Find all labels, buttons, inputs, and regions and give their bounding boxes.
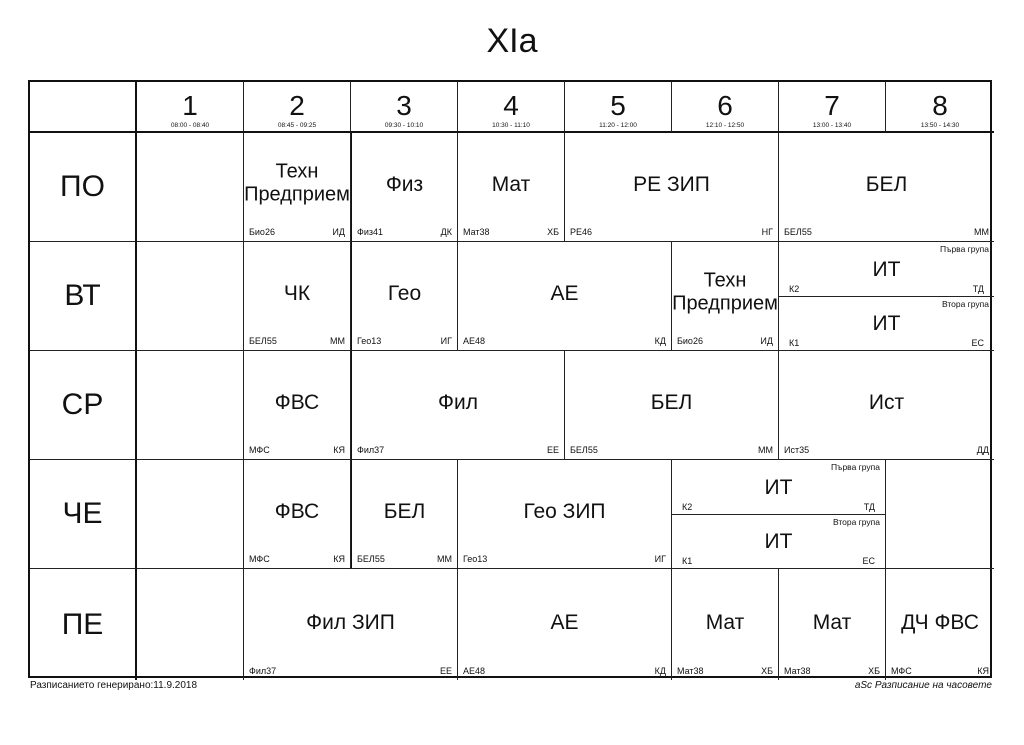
lesson-teacher: КЯ — [333, 445, 345, 455]
lesson-subject: ИТ — [872, 312, 901, 336]
lesson-cell — [779, 351, 994, 460]
lesson-room: МФС — [249, 445, 270, 455]
period-number: 8 — [932, 90, 948, 121]
period-time: 12:10 - 12:50 — [705, 122, 745, 129]
period-time: 13:00 - 13:40 — [812, 122, 852, 129]
lesson-teacher: ЕС — [862, 556, 875, 566]
period-time: 08:45 - 09:25 — [277, 122, 317, 129]
lesson-teacher: НГ — [761, 227, 773, 237]
period-header — [565, 82, 672, 133]
lesson-subject: ДЧ ФВС — [901, 610, 979, 634]
period-time: 09:30 - 10:10 — [384, 122, 424, 129]
lesson-subject: ЧК — [283, 282, 311, 306]
lesson-teacher: ЕЕ — [546, 445, 559, 455]
lesson-room: К2 — [682, 501, 693, 512]
period-header — [886, 82, 994, 133]
lesson-room: Био26 — [677, 336, 703, 346]
lesson-teacher: ММ — [437, 554, 452, 564]
lesson-cell — [565, 133, 779, 242]
lesson-subject: Мат — [705, 610, 745, 634]
lesson-room: Мат38 — [677, 666, 704, 676]
lesson-room: К1 — [682, 556, 693, 566]
period-header — [137, 82, 244, 133]
period-time: 13:50 - 14:30 — [920, 122, 960, 129]
period-number: 6 — [717, 90, 733, 121]
lesson-teacher: КЯ — [333, 554, 345, 564]
period-number: 4 — [503, 90, 519, 121]
lesson-teacher: ТД — [972, 283, 984, 294]
lesson-cell — [886, 569, 994, 680]
lesson-teacher: ТД — [863, 501, 875, 512]
lesson-cell — [244, 569, 458, 680]
period-number: 3 — [396, 90, 412, 121]
period-number: 2 — [289, 90, 305, 121]
lesson-room: БЕЛ55 — [357, 554, 385, 564]
lesson-room: Фил37 — [357, 445, 385, 455]
lesson-room: Мат38 — [463, 227, 490, 237]
lesson-room: Гео13 — [463, 554, 488, 564]
split-lesson-cell — [779, 242, 994, 351]
lesson-cell — [244, 460, 351, 569]
lesson-room: БЕЛ55 — [249, 336, 277, 346]
day-label: ПЕ — [30, 569, 137, 680]
day-label: СР — [30, 351, 137, 460]
lesson-teacher: ХБ — [547, 227, 559, 237]
lesson-teacher: ДК — [440, 227, 452, 237]
lesson-subject: РЕ ЗИП — [633, 173, 710, 197]
lesson-teacher: КД — [654, 336, 666, 346]
lesson-subject: Фил — [438, 391, 478, 415]
group-label: Втора група — [941, 298, 989, 309]
lesson-room: МФС — [891, 666, 912, 676]
group-label: Втора група — [832, 516, 880, 527]
lesson-room: Физ41 — [357, 227, 384, 237]
software-credit: aSc Разписание на часовете — [854, 680, 992, 691]
day-label: ВТ — [30, 242, 137, 351]
lesson-room: Ист35 — [784, 445, 810, 455]
lesson-teacher: ММ — [974, 227, 989, 237]
lesson-room: Мат38 — [784, 666, 811, 676]
lesson-cell — [779, 569, 886, 680]
lesson-room: Био26 — [249, 227, 275, 237]
lesson-teacher: КЯ — [977, 666, 989, 676]
lesson-teacher: ММ — [758, 445, 773, 455]
lesson-cell — [565, 351, 779, 460]
lesson-room: К2 — [789, 283, 800, 294]
lesson-cell — [244, 242, 351, 351]
period-number: 1 — [182, 90, 198, 121]
lesson-subject: Гео — [387, 282, 422, 306]
period-number: 7 — [824, 90, 840, 121]
generated-date: Разписанието генерирано:11.9.2018 — [30, 680, 198, 691]
lesson-room: АЕ48 — [463, 336, 486, 346]
lesson-cell — [458, 133, 565, 242]
lesson-cell — [458, 242, 672, 351]
lesson-room: Фил37 — [249, 666, 277, 676]
lesson-teacher: ДД — [976, 445, 989, 455]
period-time: 11:20 - 12:00 — [599, 122, 637, 129]
lesson-teacher: ХБ — [868, 666, 880, 676]
lesson-cell — [458, 460, 672, 569]
lesson-subject: БЕЛ — [865, 173, 908, 197]
period-header — [244, 82, 351, 133]
lesson-teacher: ИГ — [440, 336, 452, 346]
lesson-subject: Ист — [868, 391, 905, 415]
lesson-cell — [351, 133, 458, 242]
group-label: Първа група — [940, 244, 989, 254]
lesson-room: К1 — [789, 338, 800, 348]
lesson-teacher: КД — [654, 666, 666, 676]
split-lesson-cell — [672, 460, 886, 569]
period-header — [458, 82, 565, 133]
lesson-cell — [351, 242, 458, 351]
lesson-cell — [351, 351, 565, 460]
lesson-cell — [458, 569, 672, 680]
lesson-teacher: ИД — [332, 227, 345, 237]
day-label: ПО — [30, 133, 137, 242]
lesson-teacher: ММ — [330, 336, 345, 346]
group-label: Първа група — [831, 462, 880, 472]
empty-slot — [886, 460, 994, 569]
lesson-cell — [244, 133, 351, 242]
lesson-cell — [351, 460, 458, 569]
lesson-room: Гео13 — [357, 336, 382, 346]
lesson-subject: Мат — [491, 173, 531, 197]
lesson-room: БЕЛ55 — [784, 227, 812, 237]
lesson-cell — [672, 569, 779, 680]
lesson-teacher: ИД — [760, 336, 773, 346]
lesson-room: МФС — [249, 554, 270, 564]
lesson-subject: ИТ — [872, 257, 901, 281]
lesson-room: РЕ46 — [570, 227, 593, 237]
timetable-grid — [28, 80, 992, 678]
group-lesson — [672, 460, 885, 514]
lesson-subject: Фил ЗИП — [306, 610, 395, 634]
empty-slot — [137, 133, 244, 242]
lesson-teacher: ХБ — [761, 666, 773, 676]
lesson-room: БЕЛ55 — [570, 445, 598, 455]
lesson-cell — [779, 133, 994, 242]
lesson-cell — [244, 351, 351, 460]
period-header — [672, 82, 779, 133]
lesson-subject: БЕЛ — [383, 500, 426, 524]
empty-slot — [137, 460, 244, 569]
period-header — [779, 82, 886, 133]
lesson-subject: АЕ — [550, 282, 579, 306]
period-header — [351, 82, 458, 133]
group-lesson — [779, 242, 994, 296]
group-lesson — [672, 514, 885, 569]
empty-slot — [137, 569, 244, 680]
lesson-subject: БЕЛ — [650, 391, 693, 415]
lesson-subject: АЕ — [550, 610, 579, 634]
day-label: ЧЕ — [30, 460, 137, 569]
period-number: 5 — [610, 90, 626, 121]
lesson-subject: ИТ — [764, 530, 793, 554]
timetable-title: XIa — [486, 22, 538, 60]
lesson-teacher: ЕЕ — [439, 666, 452, 676]
lesson-subject: Мат — [812, 610, 852, 634]
lesson-subject: ФВС — [274, 500, 320, 524]
lesson-subject: Техн Предприем — [672, 269, 778, 315]
lesson-cell — [672, 242, 779, 351]
lesson-subject: Физ — [385, 173, 424, 197]
lesson-teacher: ЕС — [971, 338, 984, 348]
empty-slot — [137, 351, 244, 460]
lesson-subject: ФВС — [274, 391, 320, 415]
lesson-teacher: ИГ — [654, 554, 666, 564]
lesson-subject: Гео ЗИП — [523, 500, 606, 524]
empty-slot — [137, 242, 244, 351]
group-lesson — [779, 296, 994, 351]
lesson-subject: ИТ — [764, 475, 793, 499]
corner-cell — [30, 82, 137, 133]
lesson-subject: Техн Предприем — [244, 160, 350, 206]
lesson-room: АЕ48 — [463, 666, 486, 676]
period-time: 08:00 - 08:40 — [170, 122, 210, 129]
period-time: 10:30 - 11:10 — [492, 122, 530, 129]
